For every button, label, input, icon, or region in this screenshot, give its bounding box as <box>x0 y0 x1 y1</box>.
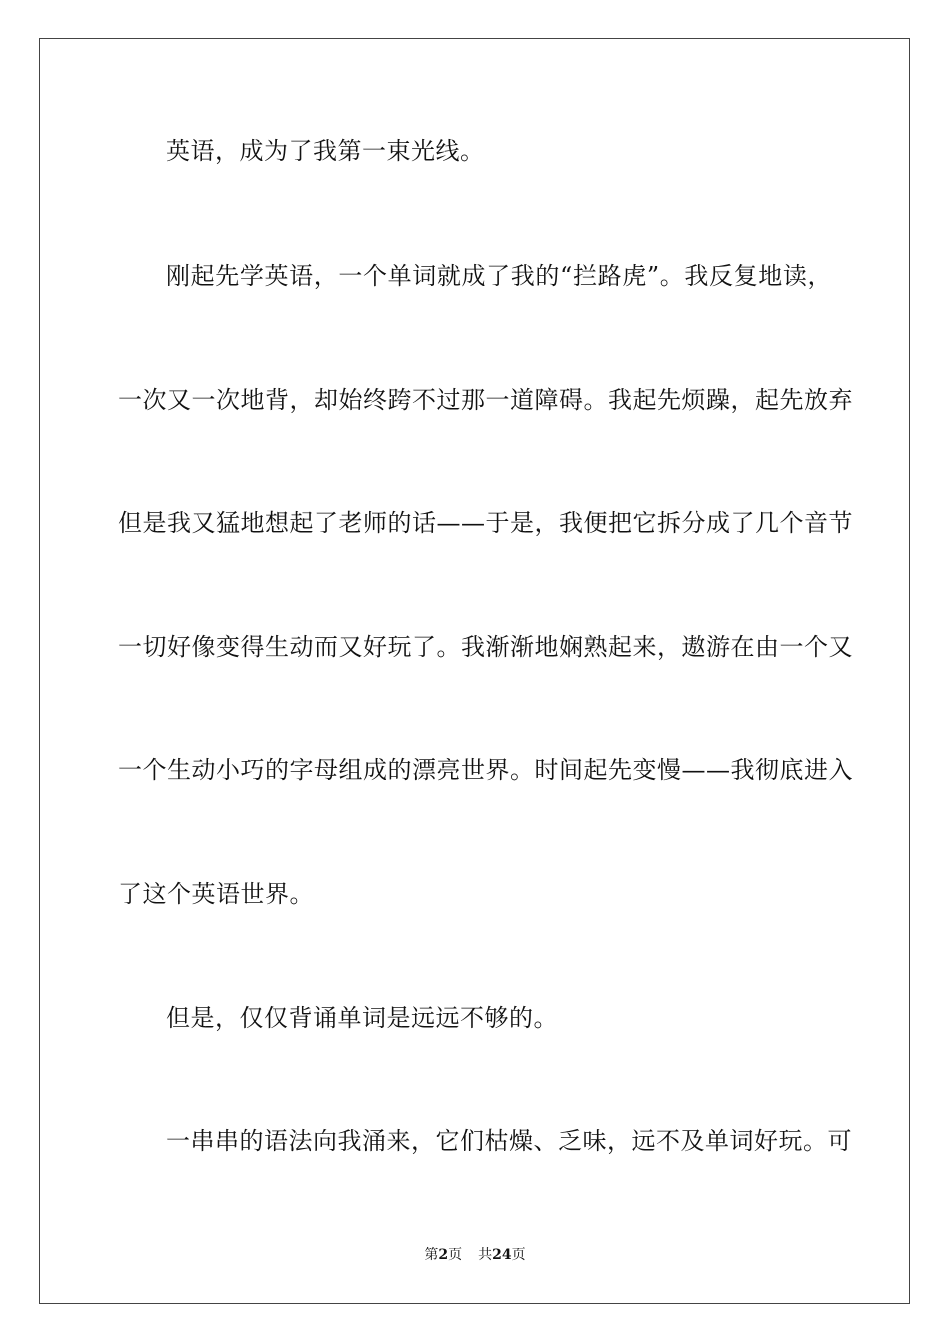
text-line-1: 英语，成为了我第一束光线。 <box>166 137 485 165</box>
text-line-7: 了这个英语世界。 <box>118 880 314 908</box>
page-frame <box>39 38 910 1304</box>
text-line-8: 但是，仅仅背诵单词是远远不够的。 <box>166 1004 558 1032</box>
text-line-3: 一次又一次地背，却始终跨不过那一道障碍。我起先烦躁，起先放弃 <box>118 386 853 414</box>
text-line-4: 但是我又猛地想起了老师的话——于是，我便把它拆分成了几个音节 <box>118 509 853 537</box>
total-pages: 24 <box>492 1247 512 1263</box>
page-footer <box>0 1245 950 1265</box>
text-line-2: 刚起先学英语，一个单词就成了我的“拦路虎”。我反复地读， <box>166 262 832 290</box>
page-suffix: 页 <box>448 1247 463 1263</box>
page-prefix: 第 <box>424 1247 439 1263</box>
text-line-6: 一个生动小巧的字母组成的漂亮世界。时间起先变慢——我彻底进入 <box>118 756 853 784</box>
total-suffix: 页 <box>511 1247 526 1263</box>
page-number: 2 <box>438 1247 449 1263</box>
text-line-5: 一切好像变得生动而又好玩了。我渐渐地娴熟起来，遨游在由一个又 <box>118 633 853 661</box>
text-line-9: 一串串的语法向我涌来，它们枯燥、乏味，远不及单词好玩。可 <box>166 1127 852 1155</box>
total-prefix: 共 <box>478 1247 493 1263</box>
